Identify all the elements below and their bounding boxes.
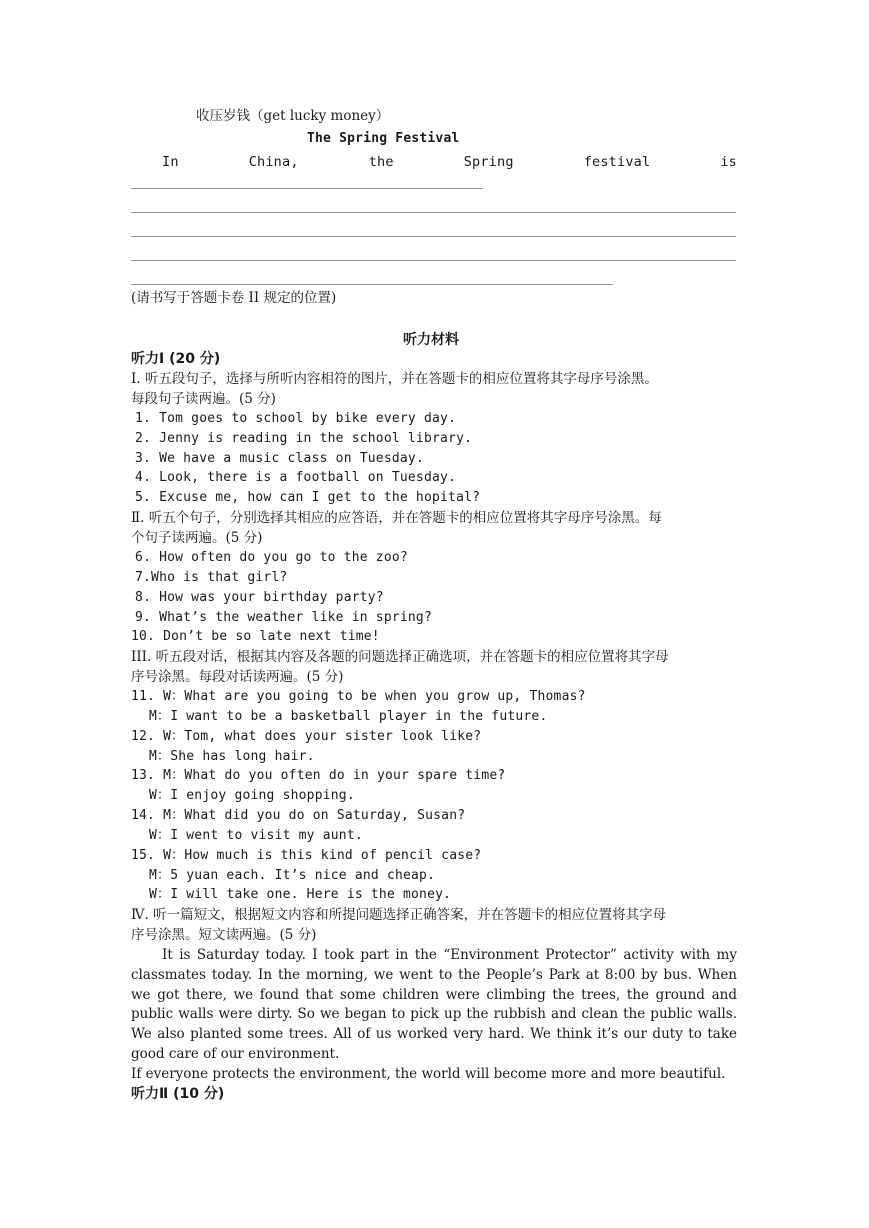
listening-title: 听力材料 — [403, 332, 459, 348]
passage-closing: If everyone protects the environment, the world will become more and more beautiful. — [131, 1065, 726, 1082]
list-item: 7.Who is that girl? — [135, 570, 288, 585]
s4-instruction-cont: 序号涂黑。短文读两遍。(5 分) — [131, 927, 317, 943]
answer-sheet-note: (请书写于答题卡卷 II 规定的位置) — [131, 290, 337, 306]
writing-line — [131, 212, 736, 213]
s3-instruction: III. 听五段对话，根据其内容及各题的问题选择正确选项，并在答题卡的相应位置将其字母 — [131, 649, 669, 665]
list-item: 10. Don’t be so late next time! — [131, 629, 380, 644]
writing-line — [131, 284, 613, 285]
dialogue-line: W：I went to visit my aunt. — [149, 828, 363, 843]
passage-body: It is Saturday today. I took part in the “Environment Protector” activity with my classmates today. In the morning, we went to the People’s Park at 8:00 by bus. When we got there, we found that some children were climbing the trees, the ground and public walls were dirty. So we began to pick up the rubbish and clean the public walls. We also planted some trees. All of us worked very hard. We think it’s our duty to take good care of our environment. — [131, 947, 737, 1062]
dialogue-line: M：I want to be a basketball player in the future. — [149, 709, 548, 724]
dialogue-line: W：I enjoy going shopping. — [149, 788, 355, 803]
dialogue-line: M：She has long hair. — [149, 749, 315, 764]
dialogue-line: 12. W：Tom, what does your sister look like? — [131, 729, 482, 744]
list-item: 2. Jenny is reading in the school library. — [135, 431, 473, 446]
writing-line — [131, 236, 736, 237]
list-item: 1. Tom goes to school by bike every day. — [135, 411, 457, 426]
dialogue-line: 14. M：What did you do on Saturday, Susan? — [131, 808, 466, 823]
s3-instruction-cont: 序号涂黑。每段对话读两遍。(5 分) — [131, 669, 344, 685]
list-item: 5. Excuse me, how can I get to the hopital? — [135, 490, 481, 505]
dialogue-line: 15. W：How much is this kind of pencil case? — [131, 848, 482, 863]
list-item: 6. How often do you go to the zoo? — [135, 550, 408, 565]
part2-heading: 听力Ⅱ (10 分) — [131, 1086, 225, 1102]
dialogue-line: 11. W：What are you going to be when you grow up, Thomas? — [131, 689, 586, 704]
s1-instruction: Ⅰ. 听五段句子，选择与所听内容相符的图片，并在答题卡的相应位置将其字母序号涂黑。 — [131, 371, 658, 387]
dialogue-line: 13. M：What do you often do in your spare time? — [131, 768, 506, 783]
list-item: 9. What’s the weather like in spring? — [135, 610, 432, 625]
writing-line — [131, 188, 483, 189]
dialogue-line: M：5 yuan each. It’s nice and cheap. — [149, 868, 436, 883]
part1-heading: 听力Ⅰ (20 分) — [131, 351, 221, 367]
s2-instruction-cont: 个句子读两遍。(5 分) — [131, 530, 263, 546]
s2-instruction: Ⅱ. 听五个句子，分别选择其相应的应答语，并在答题卡的相应位置将其字母序号涂黑。每 — [131, 510, 662, 526]
list-item: 8. How was your birthday party? — [135, 590, 384, 605]
passage — [131, 946, 737, 1085]
list-item: 3. We have a music class on Tuesday. — [135, 451, 424, 466]
writing-line — [131, 260, 736, 261]
essay-title: The Spring Festival — [307, 131, 460, 146]
dialogue-line: W：I will take one. Here is the money. — [149, 887, 452, 902]
s4-instruction: Ⅳ. 听一篇短文，根据短文内容和所提问题选择正确答案，并在答题卡的相应位置将其字母 — [131, 907, 667, 923]
s1-instruction-cont: 每段句子读两遍。(5 分) — [131, 391, 276, 407]
essay-start-line: In China, the Spring festival is — [162, 154, 738, 170]
list-item: 4. Look, there is a football on Tuesday. — [135, 470, 457, 485]
vocab-hint: 收压岁钱（get lucky money） — [196, 108, 390, 124]
